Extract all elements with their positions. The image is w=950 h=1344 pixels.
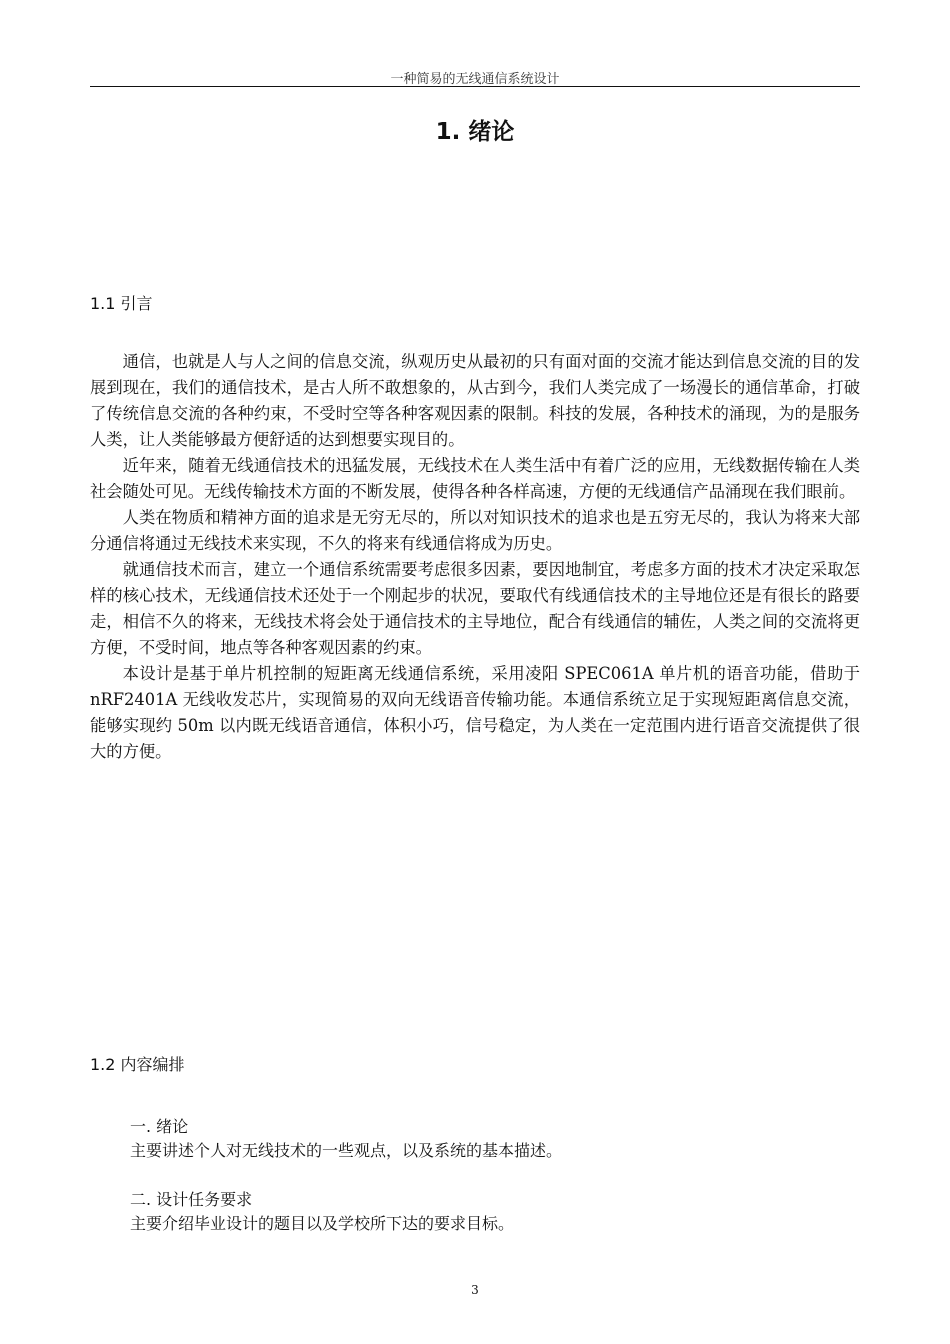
section-heading-1-2: 1.2 内容编排	[90, 1055, 185, 1074]
outline-item-description: 主要介绍毕业设计的题目以及学校所下达的要求目标。	[130, 1214, 515, 1233]
paragraph: 通信，也就是人与人之间的信息交流，纵观历史从最初的只有面对面的交流才能达到信息交流的目的发展到现在，我们的通信技术，是古人所不敢想象的，从古到今，我们人类完成了一场漫长的通信革命，打破了传统信息交流的各种约束，不受时空等各种客观因素的限制。科技的发展，各种技术的涌现，为的是服务人类，让人类能够最方便舒适的达到想要实现目的。	[90, 352, 860, 449]
paragraph: 近年来，随着无线通信技术的迅猛发展，无线技术在人类生活中有着广泛的应用，无线数据传输在人类社会随处可见。无线传输技术方面的不断发展，使得各种各样高速，方便的无线通信产品涌现在我们眼前。	[90, 456, 860, 501]
outline-item-title: 二. 设计任务要求	[130, 1190, 253, 1209]
paragraph: 人类在物质和精神方面的追求是无穷无尽的，所以对知识技术的追求也是五穷无尽的，我认为将来大部分通信将通过无线技术来实现，不久的将来有线通信将成为历史。	[90, 508, 860, 553]
chapter-title: 1. 绪论	[435, 119, 515, 145]
content-outline-item	[130, 1115, 860, 1163]
paragraph: 就通信技术而言，建立一个通信系统需要考虑很多因素，要因地制宜，考虑多方面的技术才决定采取怎样的核心技术，无线通信技术还处于一个刚起步的状况，要取代有线通信技术的主导地位还是有很长的路要走，相信不久的将来，无线技术将会处于通信技术的主导地位，配合有线通信的辅佐，人类之间的交流将更方便，不受时间，地点等各种客观因素的约束。	[90, 560, 860, 657]
paragraph: 本设计是基于单片机控制的短距离无线通信系统，采用凌阳 SPEC061A 单片机的语音功能，借助于 nRF2401A 无线收发芯片，实现简易的双向无线语音传输功能。本通信系统立足于实现短距离信息交流，能够实现约 50m 以内既无线语音通信，体积小巧，信号稳定，为人类在一定范围内进行语音交流提供了很大的方便。	[90, 664, 860, 761]
outline-item-description: 主要讲述个人对无线技术的一些观点，以及系统的基本描述。	[130, 1141, 563, 1160]
header-rule	[90, 86, 860, 87]
page-number: 3	[471, 1283, 479, 1297]
outline-item-title: 一. 绪论	[130, 1117, 189, 1136]
section-1-1-body	[90, 349, 860, 765]
content-outline-item	[130, 1188, 860, 1236]
section-heading-1-1: 1.1 引言	[90, 294, 153, 313]
running-header: 一种简易的无线通信系统设计	[390, 72, 560, 87]
